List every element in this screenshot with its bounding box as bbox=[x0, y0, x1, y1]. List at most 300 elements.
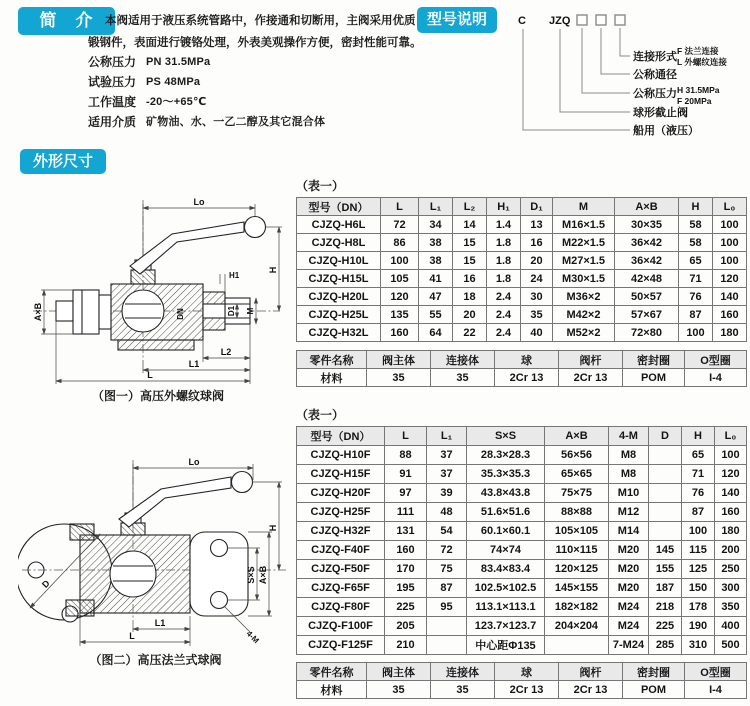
column-header: 型号（DN） bbox=[297, 427, 385, 446]
dim-label-h: H bbox=[268, 524, 278, 532]
model-code-box-1 bbox=[577, 15, 587, 25]
table-cell: M24 bbox=[609, 598, 649, 617]
table-cell: 88×88 bbox=[545, 503, 609, 522]
table-cell: 75×75 bbox=[545, 484, 609, 503]
table-row bbox=[297, 617, 747, 636]
dim-label-l: L bbox=[147, 370, 153, 380]
table-cell: M20 bbox=[609, 541, 649, 560]
table-cell: 36×42 bbox=[615, 234, 679, 252]
dim-label-h1: H1 bbox=[229, 271, 240, 280]
table-cell: 105×105 bbox=[545, 522, 609, 541]
table-cell: 13 bbox=[521, 216, 553, 234]
column-header: 型号（DN） bbox=[297, 198, 381, 216]
table-cell: 155 bbox=[649, 560, 682, 579]
table-row bbox=[297, 216, 747, 234]
table-cell: 35 bbox=[367, 369, 431, 387]
table-cell: CJZQ-F50F bbox=[297, 560, 385, 579]
table-row bbox=[297, 579, 747, 598]
dim-label-4m: 4-M bbox=[244, 629, 261, 646]
table-cell: 102.5×102.5 bbox=[467, 579, 545, 598]
table-cell: 22 bbox=[453, 324, 487, 342]
table-cell: 100 bbox=[713, 216, 747, 234]
table-cell: CJZQ-H20L bbox=[297, 288, 381, 306]
table-materials-flange bbox=[296, 662, 747, 699]
table-cell: I-4 bbox=[685, 369, 747, 387]
table-cell: 56×56 bbox=[545, 446, 609, 465]
table-cell: 36×42 bbox=[615, 252, 679, 270]
table-cell: 55 bbox=[419, 306, 453, 324]
table-cell: CJZQ-H10L bbox=[297, 252, 381, 270]
table-cell: POM bbox=[623, 681, 685, 699]
table-cell: M36×2 bbox=[553, 288, 615, 306]
column-header: 密封圈 bbox=[623, 351, 685, 369]
table-cell: 64 bbox=[419, 324, 453, 342]
table-cell: 178 bbox=[682, 598, 715, 617]
column-header: 4-M bbox=[609, 427, 649, 446]
table-cell: 110×115 bbox=[545, 541, 609, 560]
table-cell: M22×1.5 bbox=[553, 234, 615, 252]
table-cell: CJZQ-F100F bbox=[297, 617, 385, 636]
table-cell: 97 bbox=[385, 484, 427, 503]
table-cell: 35 bbox=[431, 681, 495, 699]
table-cell: 71 bbox=[679, 270, 713, 288]
table-cell: 43.8×43.8 bbox=[467, 484, 545, 503]
table-cell: 18 bbox=[453, 288, 487, 306]
table-cell: M20 bbox=[609, 560, 649, 579]
table-row bbox=[297, 306, 747, 324]
table-cell bbox=[427, 617, 467, 636]
table-cell: 105 bbox=[381, 270, 419, 288]
table-cell: 125 bbox=[682, 560, 715, 579]
table-cell: 111 bbox=[385, 503, 427, 522]
table-cell: 180 bbox=[715, 522, 747, 541]
table-cell: 170 bbox=[385, 560, 427, 579]
column-header: 阀主体 bbox=[367, 663, 431, 681]
table-cell: 120 bbox=[713, 270, 747, 288]
table-cell: 160 bbox=[385, 541, 427, 560]
table-cell: 材料 bbox=[297, 681, 367, 699]
table-cell: 72 bbox=[381, 216, 419, 234]
table-cell: 180 bbox=[713, 324, 747, 342]
table-cell: 57×67 bbox=[615, 306, 679, 324]
spec-row-temperature bbox=[88, 96, 418, 109]
table-cell: 材料 bbox=[297, 369, 367, 387]
table-cell: CJZQ-H15F bbox=[297, 465, 385, 484]
table-cell: 35.3×35.3 bbox=[467, 465, 545, 484]
table-cell: 350 bbox=[715, 598, 747, 617]
dim-label-lo: Lo bbox=[188, 457, 200, 467]
table-row bbox=[297, 522, 747, 541]
table-cell: 160 bbox=[713, 306, 747, 324]
table-cell: 1.8 bbox=[487, 252, 521, 270]
column-header: 密封圈 bbox=[623, 663, 685, 681]
table-cell: 2Cr 13 bbox=[559, 681, 623, 699]
table-cell: 30×35 bbox=[615, 216, 679, 234]
table-row bbox=[297, 636, 747, 655]
table-row bbox=[297, 598, 747, 617]
table-header-row bbox=[297, 427, 747, 446]
model-code-series: JZQ bbox=[549, 15, 571, 27]
column-header: H bbox=[682, 427, 715, 446]
table-row bbox=[297, 446, 747, 465]
table-cell: M12 bbox=[609, 503, 649, 522]
column-header: 球 bbox=[495, 351, 559, 369]
spec-value: 矿物油、水、一乙二醇及其它混合体 bbox=[146, 116, 326, 128]
column-header: M bbox=[553, 198, 615, 216]
table-cell: I-4 bbox=[685, 681, 747, 699]
table-cell: 285 bbox=[649, 636, 682, 655]
section-badge-dimensions: 外形尺寸 bbox=[20, 149, 106, 174]
table-cell: 15 bbox=[453, 252, 487, 270]
spec-label: 工作温度 bbox=[88, 95, 137, 109]
spec-row-pressure-test bbox=[88, 76, 418, 89]
figure2-drawing bbox=[18, 440, 293, 650]
table-cell: 14 bbox=[453, 216, 487, 234]
dim-label-l: L bbox=[129, 631, 135, 641]
table-cell: 182×182 bbox=[545, 598, 609, 617]
dim-label-l1: L1 bbox=[154, 618, 166, 628]
dim-label-dn: DN bbox=[176, 308, 185, 320]
table-cell: 51.6×51.6 bbox=[467, 503, 545, 522]
table-row bbox=[297, 541, 747, 560]
model-label-pressure: 公称压力 bbox=[633, 88, 677, 100]
column-header: 球 bbox=[495, 663, 559, 681]
table-cell: 140 bbox=[715, 484, 747, 503]
table-cell bbox=[649, 522, 682, 541]
valve-stem-and-handle bbox=[119, 472, 253, 536]
table-cell: 100 bbox=[713, 234, 747, 252]
table-cell: 100 bbox=[381, 252, 419, 270]
table-cell: 195 bbox=[385, 579, 427, 598]
table-cell: 87 bbox=[427, 579, 467, 598]
table-cell: 310 bbox=[682, 636, 715, 655]
table-cell: 2Cr 13 bbox=[495, 369, 559, 387]
model-code-box-2 bbox=[596, 15, 606, 25]
table-cell: CJZQ-H25L bbox=[297, 306, 381, 324]
model-code-diagram bbox=[503, 8, 748, 138]
column-header: O型圈 bbox=[685, 351, 747, 369]
dim-label-d1: D1 bbox=[227, 305, 236, 317]
column-header: 阀主体 bbox=[367, 351, 431, 369]
dim-label-lo: Lo bbox=[193, 197, 205, 207]
model-code-prefix: C bbox=[518, 15, 526, 27]
table-cell: CJZQ-H10F bbox=[297, 446, 385, 465]
model-note-pressure-f: F 20MPa bbox=[677, 96, 712, 106]
model-leader-lines bbox=[523, 28, 630, 130]
table-cell: 28.3×28.3 bbox=[467, 446, 545, 465]
table-cell: 250 bbox=[715, 560, 747, 579]
table-cell: 40 bbox=[521, 324, 553, 342]
table-cell bbox=[649, 484, 682, 503]
table-row bbox=[297, 465, 747, 484]
table-cell: 2.4 bbox=[487, 324, 521, 342]
table-cell: M30×1.5 bbox=[553, 270, 615, 288]
table-cell bbox=[427, 636, 467, 655]
column-header: L₂ bbox=[453, 198, 487, 216]
model-label-valve-type: 球形截止阀 bbox=[633, 107, 688, 119]
model-label-diameter: 公称通径 bbox=[633, 69, 677, 81]
model-label-marine: 船用（液压） bbox=[633, 125, 699, 137]
table-cell: 140 bbox=[713, 288, 747, 306]
table-cell: 65 bbox=[682, 446, 715, 465]
table-cell: M14 bbox=[609, 522, 649, 541]
table-cell: 1.8 bbox=[487, 234, 521, 252]
table-cell: 38 bbox=[419, 252, 453, 270]
table-cell: CJZQ-H6L bbox=[297, 216, 381, 234]
figure1-drawing bbox=[28, 178, 288, 384]
table-cell bbox=[649, 465, 682, 484]
table-row bbox=[297, 252, 747, 270]
table-cell: M42×2 bbox=[553, 306, 615, 324]
table-cell: 160 bbox=[715, 503, 747, 522]
table-cell: 225 bbox=[649, 617, 682, 636]
table-cell: 54 bbox=[427, 522, 467, 541]
table-cell: 2.4 bbox=[487, 306, 521, 324]
table-cell: 500 bbox=[715, 636, 747, 655]
table-cell: 187 bbox=[649, 579, 682, 598]
table-cell: M8 bbox=[609, 446, 649, 465]
table-cell: 35 bbox=[367, 681, 431, 699]
column-header: H bbox=[679, 198, 713, 216]
table-row bbox=[297, 369, 747, 387]
table-row bbox=[297, 270, 747, 288]
table-cell: POM bbox=[623, 369, 685, 387]
table-cell: 48 bbox=[427, 503, 467, 522]
table-cell: 16 bbox=[453, 270, 487, 288]
table-cell: 65 bbox=[679, 252, 713, 270]
table-cell: 135 bbox=[381, 306, 419, 324]
table-cell bbox=[545, 636, 609, 655]
table-cell: 76 bbox=[679, 288, 713, 306]
table-dimensions-thread bbox=[296, 197, 747, 342]
table-cell: 74×74 bbox=[467, 541, 545, 560]
table-cell: M24 bbox=[609, 617, 649, 636]
spec-row-pressure-nominal bbox=[88, 56, 418, 69]
table-cell: 225 bbox=[385, 598, 427, 617]
valve-stem-and-handle bbox=[130, 217, 266, 285]
table-cell: 120×125 bbox=[545, 560, 609, 579]
table-cell: M8 bbox=[609, 465, 649, 484]
table-cell: 50×57 bbox=[615, 288, 679, 306]
table-cell: 115 bbox=[682, 541, 715, 560]
spec-label: 适用介质 bbox=[88, 115, 137, 129]
table-cell: 35 bbox=[521, 306, 553, 324]
table-cell: 120 bbox=[715, 465, 747, 484]
dim-label-h: H bbox=[268, 266, 278, 274]
table-cell: 205 bbox=[385, 617, 427, 636]
model-code-box-3 bbox=[615, 15, 625, 25]
dim-label-l2: L2 bbox=[220, 347, 232, 357]
column-header: L bbox=[381, 198, 419, 216]
table-cell: 83.4×83.4 bbox=[467, 560, 545, 579]
table-cell: 37 bbox=[427, 446, 467, 465]
table-cell: 65×65 bbox=[545, 465, 609, 484]
table-cell: CJZQ-H15L bbox=[297, 270, 381, 288]
table-cell: 87 bbox=[682, 503, 715, 522]
table-cell: 35 bbox=[431, 369, 495, 387]
tables-column bbox=[296, 177, 748, 699]
spec-label: 公称压力 bbox=[88, 55, 137, 69]
table-cell: CJZQ-F125F bbox=[297, 636, 385, 655]
table-cell: 20 bbox=[521, 252, 553, 270]
table-cell: 100 bbox=[682, 522, 715, 541]
figure2-caption: （图二）高压法兰式球阀 bbox=[89, 653, 222, 667]
table-cell: 60.1×60.1 bbox=[467, 522, 545, 541]
table-row bbox=[297, 324, 747, 342]
table-cell: 145 bbox=[649, 541, 682, 560]
spec-value: -20～+65℃ bbox=[146, 96, 207, 108]
table-row bbox=[297, 234, 747, 252]
dim-label-d: D bbox=[39, 578, 52, 590]
table-cell: 123.7×123.7 bbox=[467, 617, 545, 636]
table-cell: CJZQ-H8L bbox=[297, 234, 381, 252]
dim-label-axb: A×B bbox=[33, 302, 43, 322]
column-header: 连接体 bbox=[431, 351, 495, 369]
table2-label: （表一） bbox=[296, 408, 345, 422]
spec-list bbox=[88, 56, 418, 136]
column-header: 阀杆 bbox=[559, 663, 623, 681]
table-cell bbox=[649, 446, 682, 465]
table-cell: 218 bbox=[649, 598, 682, 617]
table-row bbox=[297, 560, 747, 579]
column-header: L₀ bbox=[715, 427, 747, 446]
table-cell: 15 bbox=[453, 234, 487, 252]
table-cell: M10 bbox=[609, 484, 649, 503]
table-cell: 72 bbox=[427, 541, 467, 560]
table-cell: 120 bbox=[381, 288, 419, 306]
table-row bbox=[297, 288, 747, 306]
column-header: D bbox=[649, 427, 682, 446]
table-cell: 16 bbox=[521, 234, 553, 252]
table-row bbox=[297, 484, 747, 503]
table-cell bbox=[649, 503, 682, 522]
table-cell: CJZQ-H25F bbox=[297, 503, 385, 522]
table-cell: 20 bbox=[453, 306, 487, 324]
table-header-row bbox=[297, 198, 747, 216]
column-header: L₀ bbox=[713, 198, 747, 216]
model-label-connection: 连接形式 bbox=[633, 51, 677, 63]
column-header: A×B bbox=[615, 198, 679, 216]
dim-label-sxs: S×S bbox=[246, 566, 256, 584]
table-cell: 47 bbox=[419, 288, 453, 306]
table-cell: 87 bbox=[679, 306, 713, 324]
table-cell: 2Cr 13 bbox=[495, 681, 559, 699]
dim-label-l1: L1 bbox=[188, 359, 200, 369]
table-cell: 72×80 bbox=[615, 324, 679, 342]
table-cell: 30 bbox=[521, 288, 553, 306]
table-cell: 204×204 bbox=[545, 617, 609, 636]
table-header-row bbox=[297, 663, 747, 681]
column-header: H₁ bbox=[487, 198, 521, 216]
table-cell: CJZQ-F80F bbox=[297, 598, 385, 617]
intro-paragraph: 本阀适用于液压系统管路中，作接通和切断用，主阀采用优质锻钢件，表面进行镀铬处理，外表美观操作方便，密封性能可靠。 bbox=[88, 15, 422, 49]
spec-value: PS 48MPa bbox=[146, 76, 201, 88]
model-note-flange: F 法兰连接 bbox=[677, 46, 719, 56]
table-cell: 1.4 bbox=[487, 216, 521, 234]
table-cell: 58 bbox=[679, 216, 713, 234]
table-cell: 39 bbox=[427, 484, 467, 503]
table-cell: 41 bbox=[419, 270, 453, 288]
table-cell: 210 bbox=[385, 636, 427, 655]
table-cell: 100 bbox=[715, 446, 747, 465]
section-badge-intro: 简 介 bbox=[18, 7, 115, 35]
column-header: L₁ bbox=[427, 427, 467, 446]
model-note-pressure-h: H 31.5MPa bbox=[677, 85, 720, 95]
column-header: 阀杆 bbox=[559, 351, 623, 369]
table-materials-thread bbox=[296, 350, 747, 387]
table-cell: 400 bbox=[715, 617, 747, 636]
table-cell: 131 bbox=[385, 522, 427, 541]
column-header: 连接体 bbox=[431, 663, 495, 681]
column-header: O型圈 bbox=[685, 663, 747, 681]
table-cell: 88 bbox=[385, 446, 427, 465]
spec-row-media bbox=[88, 116, 418, 129]
spec-value: PN 31.5MPa bbox=[146, 56, 211, 68]
column-header: L bbox=[385, 427, 427, 446]
table-cell: 24 bbox=[521, 270, 553, 288]
table-cell: CJZQ-H32F bbox=[297, 522, 385, 541]
table-cell: M20 bbox=[609, 579, 649, 598]
table-cell: 113.1×113.1 bbox=[467, 598, 545, 617]
table-cell: M16×1.5 bbox=[553, 216, 615, 234]
table-cell: 71 bbox=[682, 465, 715, 484]
table-cell: 7-M24 bbox=[609, 636, 649, 655]
table-cell: 100 bbox=[679, 324, 713, 342]
table-cell: 37 bbox=[427, 465, 467, 484]
table-cell: 76 bbox=[682, 484, 715, 503]
table-cell: CJZQ-H32L bbox=[297, 324, 381, 342]
table-cell: CJZQ-H20F bbox=[297, 484, 385, 503]
column-header: D₁ bbox=[521, 198, 553, 216]
dim-label-axb: A×B bbox=[258, 565, 268, 585]
table1-label: （表一） bbox=[296, 179, 345, 193]
table-cell: 200 bbox=[715, 541, 747, 560]
table-row bbox=[297, 681, 747, 699]
column-header: 零件名称 bbox=[297, 351, 367, 369]
table-row bbox=[297, 503, 747, 522]
table-cell: 2Cr 13 bbox=[559, 369, 623, 387]
table-cell: 75 bbox=[427, 560, 467, 579]
table-cell: 38 bbox=[419, 234, 453, 252]
table-cell: CJZQ-F40F bbox=[297, 541, 385, 560]
figure1-caption: （图一）高压外螺纹球阀 bbox=[91, 389, 224, 403]
section-badge-model: 型号说明 bbox=[417, 7, 497, 33]
table-cell: 300 bbox=[715, 579, 747, 598]
table-cell: 160 bbox=[381, 324, 419, 342]
table-cell: M27×1.5 bbox=[553, 252, 615, 270]
table-cell: 95 bbox=[427, 598, 467, 617]
model-note-thread: L 外螺纹连接 bbox=[677, 57, 727, 67]
table-dimensions-flange bbox=[296, 426, 747, 655]
table-cell: 2.4 bbox=[487, 288, 521, 306]
column-header: L₁ bbox=[419, 198, 453, 216]
table-cell: CJZQ-F65F bbox=[297, 579, 385, 598]
table-cell: 150 bbox=[682, 579, 715, 598]
table-cell: 中心距Φ135 bbox=[467, 636, 545, 655]
table-cell: 58 bbox=[679, 234, 713, 252]
table-cell: 86 bbox=[381, 234, 419, 252]
table-cell: 1.8 bbox=[487, 270, 521, 288]
table-cell: M52×2 bbox=[553, 324, 615, 342]
table-header-row bbox=[297, 351, 747, 369]
table-cell: 34 bbox=[419, 216, 453, 234]
spec-label: 试验压力 bbox=[88, 75, 137, 89]
column-header: S×S bbox=[467, 427, 545, 446]
table-cell: 91 bbox=[385, 465, 427, 484]
table-cell: 100 bbox=[713, 252, 747, 270]
dim-label-m: M bbox=[246, 307, 255, 315]
table-cell: 145×155 bbox=[545, 579, 609, 598]
